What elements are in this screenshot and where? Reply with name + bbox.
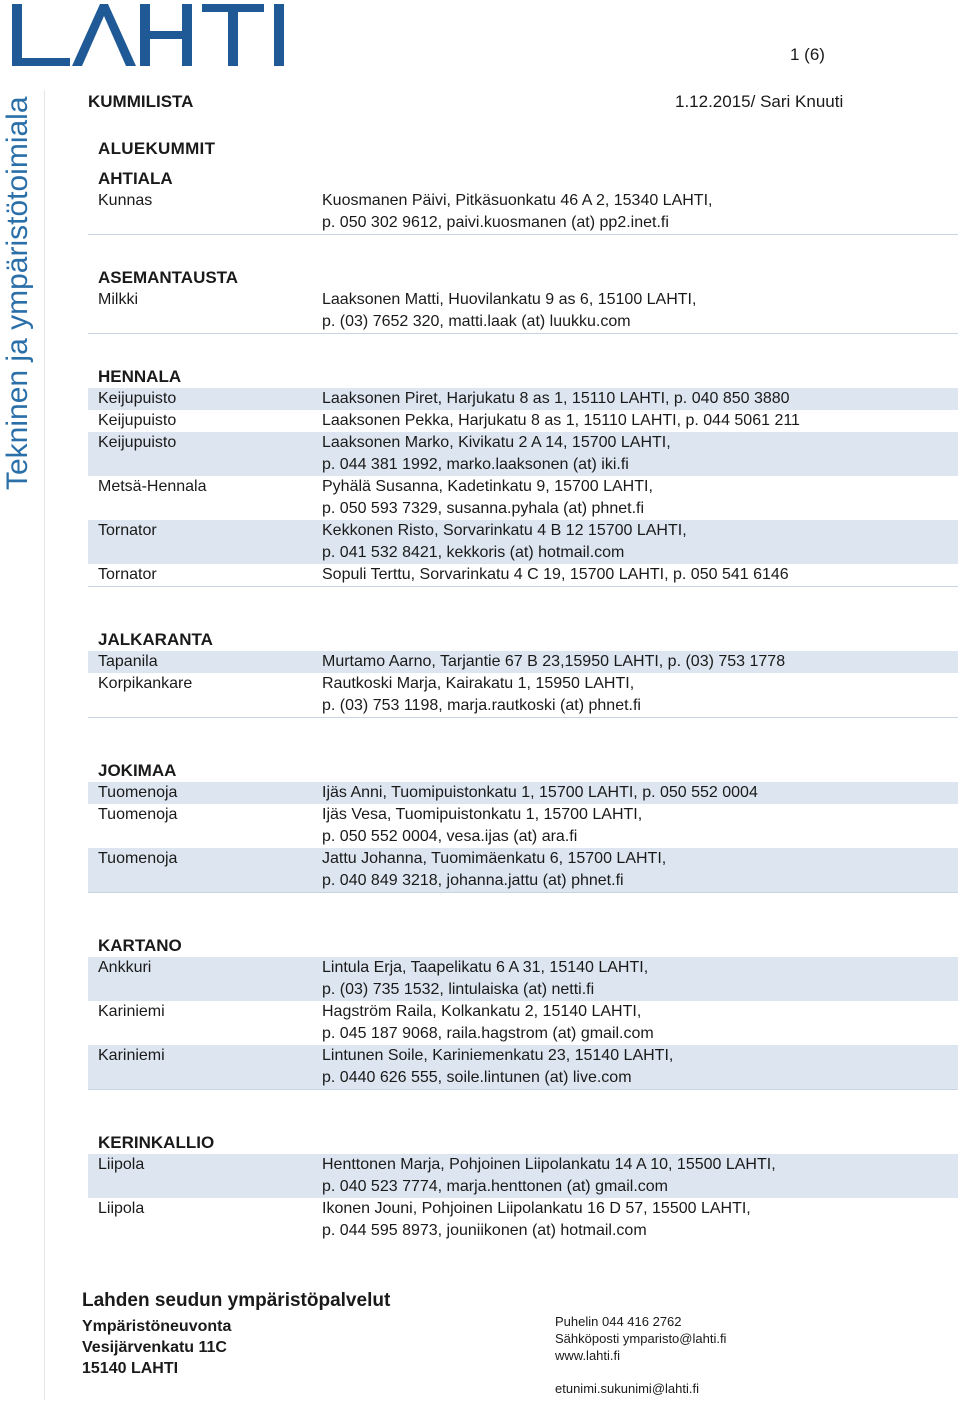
place-name: Tornator — [98, 566, 157, 583]
footer-street: Vesijärvenkatu 11C — [82, 1339, 227, 1356]
list-item — [88, 410, 958, 432]
place-name: Keijupuisto — [98, 390, 177, 407]
footer-address — [82, 1290, 390, 1379]
contact-info: Laaksonen Piret, Harjukatu 8 as 1, 15110 LAHTI, p. 040 850 3880 — [322, 390, 790, 407]
section-title: ALUEKUMMIT — [98, 139, 216, 158]
place-name: Kariniemi — [98, 1003, 165, 1020]
list-item — [88, 848, 958, 892]
list-item — [88, 289, 958, 333]
footer-org: Lahden seudun ympäristöpalvelut — [82, 1290, 391, 1311]
area-heading: ASEMANTAUSTA — [98, 268, 239, 287]
list-item — [88, 388, 958, 410]
list-item — [88, 651, 958, 673]
place-name: Milkki — [98, 291, 138, 308]
contact-info: Ikonen Jouni, Pohjoinen Liipolankatu 16 D 57, 15500 LAHTI, p. 044 595 8973, jouniikonen (at) hotmail.com — [322, 1200, 751, 1239]
place-name: Kunnas — [98, 192, 153, 209]
list-item — [88, 1001, 958, 1045]
contact-info: Ijäs Vesa, Tuomipuistonkatu 1, 15700 LAHTI, p. 050 552 0004, vesa.ijas (at) ara.fi — [322, 806, 643, 845]
list-item — [88, 564, 958, 586]
place-name: Tapanila — [98, 653, 158, 670]
area-heading: AHTIALA — [98, 169, 173, 188]
place-name: Tornator — [98, 522, 157, 539]
place-name: Tuomenoja — [98, 784, 178, 801]
place-name: Keijupuisto — [98, 434, 177, 451]
place-name: Ankkuri — [98, 959, 152, 976]
list-item — [88, 1045, 958, 1089]
contact-info: Laaksonen Matti, Huovilankatu 9 as 6, 15100 LAHTI, p. (03) 7652 320, matti.laak (at) luukku.com — [322, 291, 697, 330]
contact-info: Lintula Erja, Taapelikatu 6 A 31, 15140 LAHTI, p. (03) 735 1532, lintulaiska (at) netti.fi — [322, 959, 649, 998]
contact-info: Pyhälä Susanna, Kadetinkatu 9, 15700 LAHTI, p. 050 593 7329, susanna.pyhala (at) phnet.fi — [322, 478, 653, 517]
department-side-text: Tekninen ja ympäristötoimiala — [1, 96, 34, 490]
area-heading: KERINKALLIO — [98, 1133, 215, 1152]
list-item — [88, 1154, 958, 1198]
footer-email: Sähköposti ymparisto@lahti.fi — [555, 1331, 727, 1346]
contact-info: Henttonen Marja, Pohjoinen Liipolankatu 14 A 10, 15500 LAHTI, p. 040 523 7774, marja.henttonen (at) gmail.com — [322, 1156, 776, 1195]
list-item — [88, 432, 958, 476]
list-item — [88, 1198, 958, 1242]
list-item — [88, 520, 958, 564]
contact-info: Jattu Johanna, Tuomimäenkatu 6, 15700 LAHTI, p. 040 849 3218, johanna.jattu (at) phnet.fi — [322, 850, 667, 889]
area-heading: KARTANO — [98, 936, 182, 955]
place-name: Liipola — [98, 1200, 145, 1217]
contact-info: Laaksonen Marko, Kivikatu 2 A 14, 15700 LAHTI, p. 044 381 1992, marko.laaksonen (at) iki.fi — [322, 434, 671, 473]
area-heading: JALKARANTA — [98, 630, 213, 649]
contact-info: Sopuli Terttu, Sorvarinkatu 4 C 19, 15700 LAHTI, p. 050 541 6146 — [322, 566, 789, 583]
contact-info: Rautkoski Marja, Kairakatu 1, 15950 LAHTI, p. (03) 753 1198, marja.rautkoski (at) phnet.fi — [322, 675, 641, 714]
list-item — [88, 190, 958, 234]
contact-info: Hagström Raila, Kolkankatu 2, 15140 LAHTI, p. 045 187 9068, raila.hagstrom (at) gmail.com — [322, 1003, 654, 1042]
list-item — [88, 957, 958, 1001]
place-name: Liipola — [98, 1156, 145, 1173]
contact-info: Kuosmanen Päivi, Pitkäsuonkatu 46 A 2, 15340 LAHTI, p. 050 302 9612, paivi.kuosmanen (at) pp2.inet.fi — [322, 192, 713, 231]
area-heading: JOKIMAA — [98, 761, 177, 780]
area-heading: HENNALA — [98, 367, 182, 386]
page-number: 1 (6) — [790, 45, 825, 64]
contact-info: Ijäs Anni, Tuomipuistonkatu 1, 15700 LAHTI, p. 050 552 0004 — [322, 784, 758, 801]
side-divider — [44, 90, 45, 1400]
list-item — [88, 476, 958, 520]
footer-email-format: etunimi.sukunimi@lahti.fi — [555, 1381, 699, 1396]
lahti-logo — [12, 4, 290, 66]
place-name: Metsä-Hennala — [98, 478, 207, 495]
sponsor-list — [88, 134, 958, 1242]
footer-contact — [555, 1313, 726, 1397]
contact-info: Lintunen Soile, Kariniemenkatu 23, 15140 LAHTI, p. 0440 626 555, soile.lintunen (at) live.com — [322, 1047, 674, 1086]
list-item — [88, 782, 958, 804]
place-name: Kariniemi — [98, 1047, 165, 1064]
list-item — [88, 804, 958, 848]
document-date-author: 1.12.2015/ Sari Knuuti — [675, 92, 844, 111]
place-name: Tuomenoja — [98, 850, 178, 867]
footer-phone: Puhelin 044 416 2762 — [555, 1314, 682, 1329]
contact-info: Kekkonen Risto, Sorvarinkatu 4 B 12 15700 LAHTI, p. 041 532 8421, kekkoris (at) hotmail.com — [322, 522, 687, 561]
contact-info: Laaksonen Pekka, Harjukatu 8 as 1, 15110 LAHTI, p. 044 5061 211 — [322, 412, 800, 429]
footer-city: 15140 LAHTI — [82, 1360, 179, 1377]
list-item — [88, 673, 958, 717]
document-title: KUMMILISTA — [88, 92, 194, 111]
contact-info: Murtamo Aarno, Tarjantie 67 B 23,15950 LAHTI, p. (03) 753 1778 — [322, 653, 786, 670]
footer-unit: Ympäristöneuvonta — [82, 1318, 232, 1335]
place-name: Korpikankare — [98, 675, 193, 692]
place-name: Tuomenoja — [98, 806, 178, 823]
footer-web: www.lahti.fi — [555, 1348, 621, 1363]
place-name: Keijupuisto — [98, 412, 177, 429]
